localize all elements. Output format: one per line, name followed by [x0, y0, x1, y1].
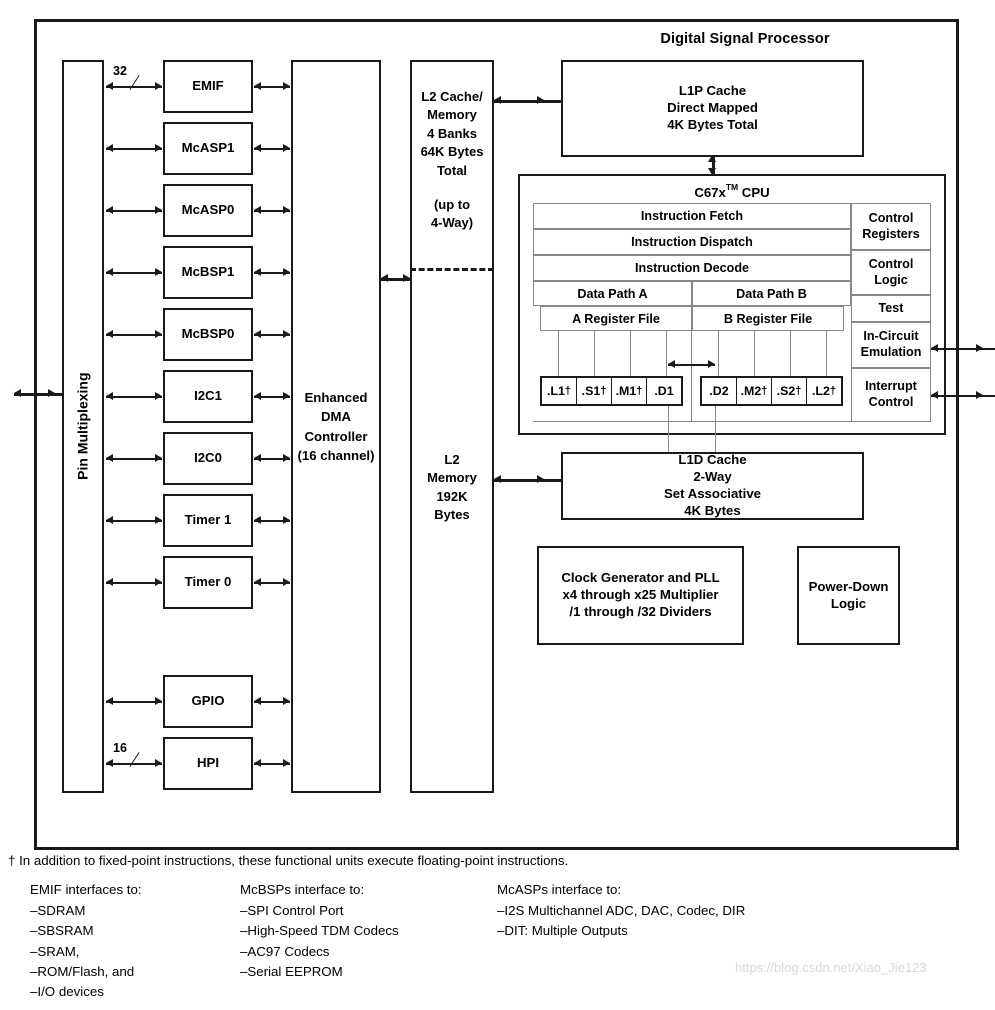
functional-unit-label: .M2	[740, 384, 762, 398]
cpu-title-trademark: TM	[725, 182, 739, 192]
l2-cache-line2: Memory	[427, 107, 477, 123]
l1p-line3: 4K Bytes Total	[667, 116, 758, 132]
legend-heading: McASPs interface to:	[497, 882, 622, 897]
bus-width-label: 16	[113, 741, 127, 755]
peripheral-right-arrow-left	[254, 697, 261, 705]
interrupt-line1: Interrupt	[865, 379, 917, 394]
control-registers-cell	[851, 203, 931, 250]
peripheral-left-arrow-left	[106, 392, 113, 400]
peripheral-left-arrow-right	[155, 516, 162, 524]
l2-cache-line5: Total	[436, 162, 468, 178]
b-regfile-stem-2	[790, 331, 791, 376]
external-pin-arrow-right	[48, 389, 55, 397]
peripheral-label: McASP1	[181, 140, 235, 156]
peripheral-left-arrow-right	[155, 578, 162, 586]
peripheral-right-arrow-right	[283, 144, 290, 152]
peripheral-left-arrow-right	[155, 206, 162, 214]
watermark-text: https://blog.csdn.net/Xiao_Jie123	[735, 960, 927, 975]
cpu-title-suffix: CPU	[738, 185, 770, 200]
ice-line1: In-Circuit	[863, 329, 919, 344]
a-regfile-stem-0	[558, 331, 559, 376]
peripheral-right-arrow-right	[283, 759, 290, 767]
in-circuit-emulation-cell	[851, 322, 931, 368]
peripheral-right-arrow-left	[254, 392, 261, 400]
peripheral-left-arrow-left	[106, 330, 113, 338]
dagger-marker: †	[761, 385, 768, 397]
edma-l2-arrow-left	[381, 274, 388, 282]
b-register-file: B Register File	[692, 306, 844, 331]
d2-l1d-stem	[715, 406, 716, 452]
interrupt-control-cell	[851, 368, 931, 422]
peripheral-right-arrow-left	[254, 144, 261, 152]
pin-multiplexing-block	[62, 60, 104, 793]
peripheral-left-line	[106, 763, 162, 765]
peripheral-right-arrow-left	[254, 516, 261, 524]
peripheral-left-arrow-right	[155, 268, 162, 276]
legend-item: –DIT: Multiple Outputs	[497, 923, 628, 939]
fu-b-s2	[772, 378, 807, 404]
peripheral-block-i2c0	[163, 432, 253, 485]
clockgen-line2: x4 through x25 Multiplier	[562, 587, 719, 603]
peripheral-left-line	[106, 272, 162, 274]
edma-line2: DMA	[320, 409, 352, 425]
peripheral-label: HPI	[197, 755, 219, 771]
interrupt-external-arrow-left	[931, 391, 938, 399]
legend-item: –AC97 Codecs	[240, 943, 330, 959]
l1p-cache-block	[561, 60, 864, 157]
test-cell: Test	[851, 295, 931, 322]
dagger-marker: †	[564, 385, 572, 397]
peripheral-block-emif	[163, 60, 253, 113]
l2-upto-line1: (up to	[433, 197, 471, 212]
data-path-b-header: Data Path B	[692, 281, 851, 306]
functional-unit-label: .S1	[581, 384, 601, 398]
ice-external-line	[931, 348, 995, 350]
bus-width-label: 32	[113, 64, 127, 78]
peripheral-left-line	[106, 458, 162, 460]
peripheral-right-arrow-right	[283, 454, 290, 462]
peripheral-right-arrow-left	[254, 330, 261, 338]
l2-divider-dashed	[410, 268, 494, 271]
clockgen-line3: /1 through /32 Dividers	[569, 603, 712, 619]
legend-mcasp	[497, 880, 857, 942]
pin-multiplexing-label: Pin Multiplexing	[74, 372, 91, 481]
peripheral-left-line	[106, 396, 162, 398]
l2-l1p-arrow-right	[537, 96, 544, 104]
peripheral-left-line	[106, 148, 162, 150]
peripheral-label: EMIF	[192, 78, 224, 94]
a-regfile-stem-3	[666, 331, 667, 376]
control-logic-line1: Control	[868, 256, 914, 271]
peripheral-right-arrow-right	[283, 82, 290, 90]
functional-unit-label: .L1	[546, 384, 565, 398]
fu-a-l1	[542, 378, 577, 404]
peripheral-block-mcbsp1	[163, 246, 253, 299]
d1-l1d-stem	[668, 406, 669, 452]
peripheral-block-hpi	[163, 737, 253, 790]
peripheral-block-i2c1	[163, 370, 253, 423]
l1d-line2: 2-Way	[693, 469, 732, 485]
l2-way-label	[410, 196, 494, 238]
dagger-marker: †	[795, 385, 802, 397]
l2-mem-line4: Bytes	[434, 507, 470, 523]
interrupt-line2: Control	[868, 395, 914, 409]
b-regfile-stem-1	[754, 331, 755, 376]
l2-cache-line4: 64K Bytes	[420, 144, 484, 160]
peripheral-right-arrow-left	[254, 454, 261, 462]
peripheral-left-arrow-left	[106, 578, 113, 586]
peripheral-right-arrow-right	[283, 392, 290, 400]
legend-mcbsp	[240, 880, 490, 982]
l1p-cpu-arrow-up	[708, 155, 716, 162]
external-pin-arrow-left	[14, 389, 21, 397]
legend-heading: EMIF interfaces to:	[30, 882, 142, 897]
instruction-fetch-row: Instruction Fetch	[533, 203, 851, 229]
peripheral-left-arrow-right	[155, 697, 162, 705]
peripheral-left-arrow-left	[106, 206, 113, 214]
peripheral-left-arrow-left	[106, 759, 113, 767]
peripheral-left-line	[106, 334, 162, 336]
legend-emif	[30, 880, 230, 1002]
cpu-title-main: C67x	[694, 185, 726, 200]
fu-a-d1	[647, 378, 681, 404]
l1d-line4: 4K Bytes	[684, 502, 741, 518]
legend-item: –Serial EEPROM	[240, 963, 343, 979]
control-registers-line2: Registers	[862, 226, 920, 241]
peripheral-left-line	[106, 582, 162, 584]
l2-upto-line2: 4-Way)	[430, 215, 474, 231]
legend-item: –I/O devices	[30, 984, 104, 1000]
a-regfile-stem-2	[630, 331, 631, 376]
diagram-title: Digital Signal Processor	[660, 31, 830, 47]
powerdown-line1: Power-Down	[808, 578, 889, 594]
control-registers-line1: Control	[868, 210, 914, 225]
ice-external-arrow-right	[976, 344, 983, 352]
peripheral-right-arrow-right	[283, 268, 290, 276]
l1d-line1: L1D Cache	[678, 452, 747, 468]
a-register-file: A Register File	[540, 306, 692, 331]
dagger-marker: †	[829, 385, 837, 397]
control-logic-line2: Logic	[874, 272, 908, 287]
peripheral-label: I2C0	[194, 450, 222, 466]
fu-b-m2	[737, 378, 772, 404]
clock-generator-block	[537, 546, 744, 645]
l2-mem-line2: Memory	[427, 470, 477, 486]
fu-a-s1	[577, 378, 612, 404]
l1p-line1: L1P Cache	[678, 83, 747, 99]
peripheral-right-arrow-left	[254, 206, 261, 214]
interrupt-external-arrow-right	[976, 391, 983, 399]
functional-unit-label: .D2	[709, 384, 729, 398]
clockgen-line1: Clock Generator and PLL	[561, 570, 720, 586]
dagger-marker: †	[636, 385, 643, 397]
peripheral-right-arrow-left	[254, 268, 261, 276]
legend-item: –SRAM,	[30, 943, 80, 959]
peripheral-left-arrow-right	[155, 392, 162, 400]
edma-line3: Controller	[304, 428, 368, 444]
peripheral-left-arrow-right	[155, 759, 162, 767]
l2-l1d-arrow-left	[494, 475, 501, 483]
peripheral-label: McBSP1	[181, 264, 235, 280]
interrupt-external-line	[931, 395, 995, 397]
l2-l1p-arrow-left	[494, 96, 501, 104]
peripheral-right-arrow-right	[283, 516, 290, 524]
functional-units-b	[700, 376, 843, 406]
edma-l2-arrow-right	[403, 274, 410, 282]
l2-mem-line3: 192K	[436, 488, 468, 504]
peripheral-label: Timer 1	[184, 512, 232, 528]
d1-d2-arrow-right	[708, 360, 715, 368]
ice-line2: Emulation	[860, 345, 922, 359]
data-path-a-header: Data Path A	[533, 281, 692, 306]
edma-controller-block	[291, 60, 381, 793]
functional-unit-label: .L2	[811, 384, 830, 398]
peripheral-right-arrow-right	[283, 697, 290, 705]
edma-line1: Enhanced	[304, 390, 368, 406]
fu-b-d2	[702, 378, 737, 404]
peripheral-right-arrow-left	[254, 759, 261, 767]
peripheral-left-arrow-right	[155, 330, 162, 338]
peripheral-left-arrow-left	[106, 697, 113, 705]
peripheral-block-mcbsp0	[163, 308, 253, 361]
peripheral-label: Timer 0	[184, 574, 232, 590]
legend-heading: McBSPs interface to:	[240, 882, 365, 897]
l2-mem-line1: L2	[444, 452, 460, 467]
peripheral-left-line	[106, 520, 162, 522]
legend-item: –High-Speed TDM Codecs	[240, 923, 399, 939]
control-logic-cell	[851, 250, 931, 295]
peripheral-left-line	[106, 86, 162, 88]
peripheral-label: McASP0	[181, 202, 235, 218]
instruction-dispatch-row: Instruction Dispatch	[533, 229, 851, 255]
peripheral-block-timer-0	[163, 556, 253, 609]
b-regfile-stem-3	[826, 331, 827, 376]
footnote-text: † In addition to fixed-point instructions, these functional units execute floating-point instructions.	[8, 853, 569, 868]
cpu-title	[518, 178, 946, 200]
peripheral-right-arrow-right	[283, 330, 290, 338]
peripheral-label: GPIO	[191, 693, 225, 709]
instruction-decode-row: Instruction Decode	[533, 255, 851, 281]
power-down-logic-block	[797, 546, 900, 645]
functional-unit-label: .S2	[776, 384, 796, 398]
legend-item: –ROM/Flash, and	[30, 963, 135, 979]
b-regfile-stem-0	[718, 331, 719, 376]
peripheral-left-line	[106, 701, 162, 703]
peripheral-right-arrow-left	[254, 82, 261, 90]
peripheral-left-arrow-right	[155, 454, 162, 462]
peripheral-block-gpio	[163, 675, 253, 728]
l2-cache-line3: 4 Banks	[427, 125, 477, 141]
functional-units-a	[540, 376, 683, 406]
peripheral-left-arrow-left	[106, 82, 113, 90]
functional-unit-label: .M1	[615, 384, 637, 398]
l2-l1p-line	[494, 100, 561, 103]
legend-item: –SBSRAM	[30, 923, 94, 939]
peripheral-label: I2C1	[194, 388, 222, 404]
l2-cache-line1: L2 Cache/	[421, 89, 483, 104]
fu-b-l2	[807, 378, 841, 404]
l1d-line3: Set Associative	[664, 486, 761, 501]
peripheral-label: McBSP0	[181, 326, 235, 342]
l2-memory-label	[410, 451, 494, 531]
peripheral-right-arrow-left	[254, 578, 261, 586]
peripheral-block-timer-1	[163, 494, 253, 547]
peripheral-left-line	[106, 210, 162, 212]
peripheral-left-arrow-left	[106, 454, 113, 462]
peripheral-block-mcasp0	[163, 184, 253, 237]
edma-line4: (16 channel)	[297, 447, 375, 463]
l2-l1d-line	[494, 479, 561, 482]
peripheral-right-arrow-right	[283, 206, 290, 214]
peripheral-left-arrow-right	[155, 82, 162, 90]
powerdown-line2: Logic	[830, 595, 867, 611]
peripheral-left-arrow-right	[155, 144, 162, 152]
legend-item: –SDRAM	[30, 903, 86, 919]
d1-d2-arrow-left	[668, 360, 675, 368]
l1p-line2: Direct Mapped	[667, 100, 758, 116]
l1d-cache-block	[561, 452, 864, 520]
legend-item: –SPI Control Port	[240, 903, 344, 919]
ice-external-arrow-left	[931, 344, 938, 352]
peripheral-left-arrow-left	[106, 268, 113, 276]
dagger-marker: †	[600, 385, 607, 397]
a-regfile-stem-1	[594, 331, 595, 376]
peripheral-left-arrow-left	[106, 144, 113, 152]
legend-item: –I2S Multichannel ADC, DAC, Codec, DIR	[497, 903, 746, 919]
peripheral-right-arrow-right	[283, 578, 290, 586]
peripheral-block-mcasp1	[163, 122, 253, 175]
peripheral-left-arrow-left	[106, 516, 113, 524]
functional-unit-label: .D1	[654, 384, 674, 398]
fu-a-m1	[612, 378, 647, 404]
l2-l1d-arrow-right	[537, 475, 544, 483]
